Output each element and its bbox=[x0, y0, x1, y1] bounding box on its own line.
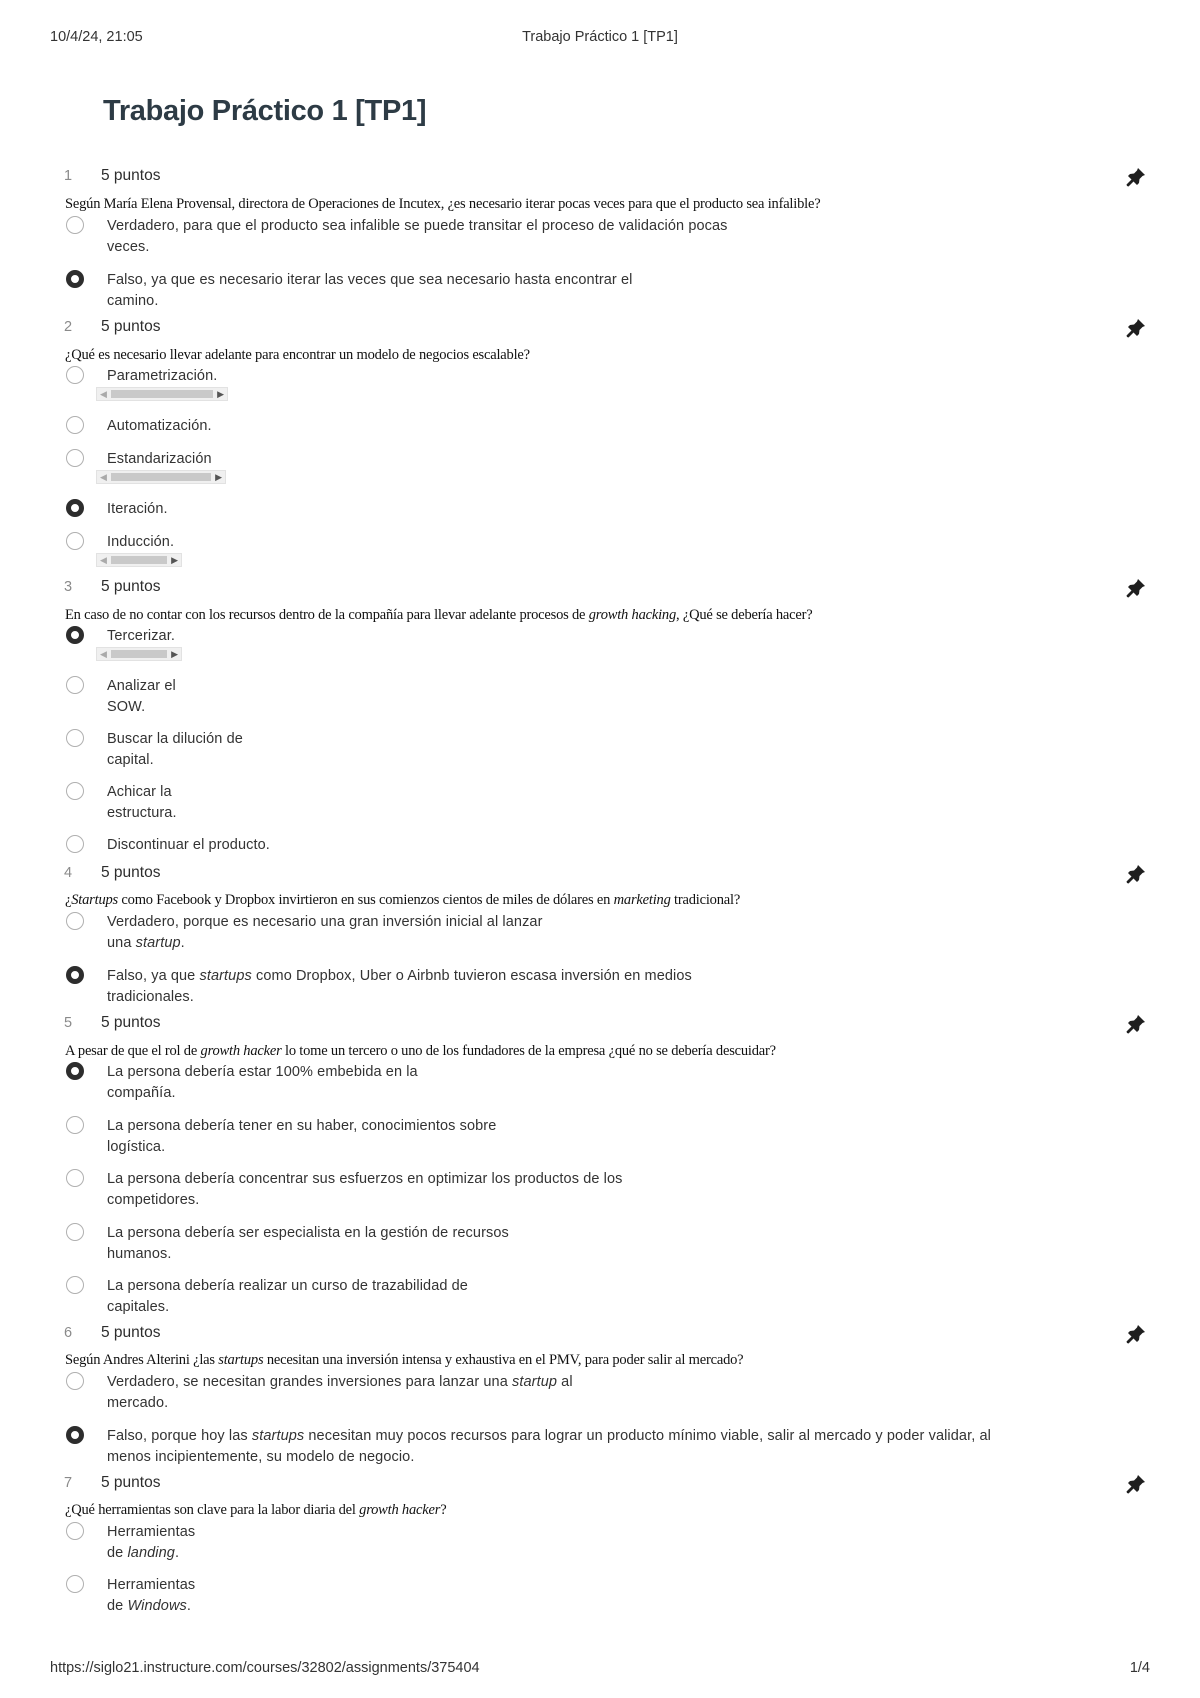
answer-label: Verdadero, para que el producto sea infalible se puede transitar el proceso de validación pocas veces. bbox=[107, 218, 728, 255]
scroll-left-icon[interactable]: ◀ bbox=[100, 649, 107, 659]
print-header bbox=[50, 29, 1150, 45]
answer-label: Falso, porque hoy las startups necesitan muy pocos recursos para lograr un producto mínimo viable, salir al mercado y poder validar, al menos incipientemente, su modelo de negocio. bbox=[107, 1428, 991, 1465]
question-points: 5 puntos bbox=[101, 318, 161, 335]
scrollbar-thumb[interactable] bbox=[111, 473, 211, 481]
pin-icon[interactable] bbox=[1124, 1012, 1148, 1036]
question-number: 7 bbox=[64, 1475, 73, 1491]
question-text: A pesar de que el rol de growth hacker lo tome un tercero o uno de los fundadores de la empresa ¿qué no se debería descuidar? bbox=[65, 1043, 776, 1059]
answer-label: Parametrización. bbox=[107, 368, 218, 384]
question-number: 3 bbox=[64, 579, 73, 595]
answer-label: Herramientas de Windows. bbox=[107, 1577, 196, 1614]
radio-button[interactable] bbox=[66, 1575, 84, 1593]
question-header bbox=[0, 864, 1200, 886]
question-text: En caso de no contar con los recursos dentro de la compañía para llevar adelante procesos de growth hacking, ¿Qué se debería hacer? bbox=[65, 607, 813, 623]
scrollbar-thumb[interactable] bbox=[111, 556, 167, 564]
answer-label: Tercerizar. bbox=[107, 628, 175, 644]
page-title: Trabajo Práctico 1 [TP1] bbox=[103, 95, 427, 127]
radio-button[interactable] bbox=[66, 366, 84, 384]
question-points: 5 puntos bbox=[101, 1014, 161, 1031]
radio-button[interactable] bbox=[66, 912, 84, 930]
answer-label: Verdadero, se necesitan grandes inversiones para lanzar una startup al mercado. bbox=[107, 1374, 573, 1411]
scroll-right-icon[interactable]: ▶ bbox=[171, 555, 178, 565]
horizontal-scrollbar[interactable] bbox=[96, 470, 226, 484]
question-text: ¿Qué herramientas son clave para la labor diaria del growth hacker? bbox=[65, 1502, 447, 1518]
horizontal-scrollbar[interactable] bbox=[96, 647, 182, 661]
answer-label: Inducción. bbox=[107, 534, 175, 550]
question-number: 4 bbox=[64, 865, 73, 881]
question-number: 2 bbox=[64, 319, 73, 335]
answer-label: Automatización. bbox=[107, 418, 212, 434]
print-footer bbox=[50, 1660, 1150, 1676]
radio-button[interactable] bbox=[66, 1372, 84, 1390]
radio-button-selected[interactable] bbox=[66, 270, 84, 288]
answer-label: Discontinuar el producto. bbox=[107, 837, 270, 853]
horizontal-scrollbar[interactable] bbox=[96, 387, 228, 401]
radio-button[interactable] bbox=[66, 1116, 84, 1134]
scrollbar-thumb[interactable] bbox=[111, 650, 167, 658]
answer-label: Iteración. bbox=[107, 501, 168, 517]
question-text: ¿Qué es necesario llevar adelante para encontrar un modelo de negocios escalable? bbox=[65, 347, 530, 363]
pin-icon[interactable] bbox=[1124, 165, 1148, 189]
scroll-right-icon[interactable]: ▶ bbox=[171, 649, 178, 659]
radio-button[interactable] bbox=[66, 1169, 84, 1187]
radio-button[interactable] bbox=[66, 449, 84, 467]
scroll-right-icon[interactable]: ▶ bbox=[215, 472, 222, 482]
question-number: 5 bbox=[64, 1015, 73, 1031]
question-header bbox=[0, 1324, 1200, 1346]
answer-label: Buscar la dilución de capital. bbox=[107, 731, 243, 768]
radio-button[interactable] bbox=[66, 532, 84, 550]
scroll-left-icon[interactable]: ◀ bbox=[100, 389, 107, 399]
print-page-title: Trabajo Práctico 1 [TP1] bbox=[522, 29, 678, 45]
question-header bbox=[0, 1474, 1200, 1496]
question-points: 5 puntos bbox=[101, 1474, 161, 1491]
answer-label: Achicar la estructura. bbox=[107, 784, 177, 821]
question-number: 6 bbox=[64, 1325, 73, 1341]
radio-button-selected[interactable] bbox=[66, 626, 84, 644]
pin-icon[interactable] bbox=[1124, 1472, 1148, 1496]
radio-button[interactable] bbox=[66, 729, 84, 747]
radio-button[interactable] bbox=[66, 416, 84, 434]
scroll-left-icon[interactable]: ◀ bbox=[100, 472, 107, 482]
question-text: ¿Startups como Facebook y Dropbox invirtieron en sus comienzos cientos de miles de dólares en marketing tradicional? bbox=[65, 892, 741, 908]
answer-label: Estandarización bbox=[107, 451, 212, 467]
radio-button-selected[interactable] bbox=[66, 1062, 84, 1080]
answer-label: Falso, ya que es necesario iterar las veces que sea necesario hasta encontrar el camino. bbox=[107, 272, 633, 309]
question-points: 5 puntos bbox=[101, 167, 161, 184]
radio-button[interactable] bbox=[66, 1522, 84, 1540]
pin-icon[interactable] bbox=[1124, 1322, 1148, 1346]
question-points: 5 puntos bbox=[101, 578, 161, 595]
question-text: Según María Elena Provensal, directora de Operaciones de Incutex, ¿es necesario iterar pocas veces para que el producto sea infalible? bbox=[65, 196, 821, 212]
page-url: https://siglo21.instructure.com/courses/32802/assignments/375404 bbox=[50, 1660, 480, 1676]
answer-label: Analizar el SOW. bbox=[107, 678, 176, 715]
pin-icon[interactable] bbox=[1124, 576, 1148, 600]
answer-label: La persona debería ser especialista en la gestión de recursos humanos. bbox=[107, 1225, 509, 1262]
question-header bbox=[0, 318, 1200, 340]
answer-label: La persona debería estar 100% embebida en la compañía. bbox=[107, 1064, 418, 1101]
pin-icon[interactable] bbox=[1124, 862, 1148, 886]
radio-button-selected[interactable] bbox=[66, 966, 84, 984]
answer-label: Falso, ya que startups como Dropbox, Uber o Airbnb tuvieron escasa inversión en medios tradicionales. bbox=[107, 968, 692, 1005]
answer-label: La persona debería concentrar sus esfuerzos en optimizar los productos de los competidores. bbox=[107, 1171, 623, 1208]
question-header bbox=[0, 578, 1200, 600]
radio-button[interactable] bbox=[66, 216, 84, 234]
answer-label: Verdadero, porque es necesario una gran inversión inicial al lanzar una startup. bbox=[107, 914, 543, 951]
answer-label: La persona debería realizar un curso de trazabilidad de capitales. bbox=[107, 1278, 468, 1315]
answer-label: La persona debería tener en su haber, conocimientos sobre logística. bbox=[107, 1118, 497, 1155]
question-header bbox=[0, 1014, 1200, 1036]
scroll-right-icon[interactable]: ▶ bbox=[217, 389, 224, 399]
scrollbar-thumb[interactable] bbox=[111, 390, 213, 398]
radio-button[interactable] bbox=[66, 835, 84, 853]
question-text: Según Andres Alterini ¿las startups necesitan una inversión intensa y exhaustiva en el PMV, para poder salir al mercado? bbox=[65, 1352, 744, 1368]
answer-label: Herramientas de landing. bbox=[107, 1524, 196, 1561]
print-datetime: 10/4/24, 21:05 bbox=[50, 29, 143, 45]
page-number: 1/4 bbox=[1129, 1660, 1150, 1676]
radio-button-selected[interactable] bbox=[66, 1426, 84, 1444]
horizontal-scrollbar[interactable] bbox=[96, 553, 182, 567]
scroll-left-icon[interactable]: ◀ bbox=[100, 555, 107, 565]
question-points: 5 puntos bbox=[101, 1324, 161, 1341]
question-number: 1 bbox=[64, 168, 73, 184]
radio-button[interactable] bbox=[66, 676, 84, 694]
radio-button[interactable] bbox=[66, 1276, 84, 1294]
radio-button-selected[interactable] bbox=[66, 499, 84, 517]
question-header bbox=[0, 167, 1200, 189]
question-points: 5 puntos bbox=[101, 864, 161, 881]
radio-button[interactable] bbox=[66, 1223, 84, 1241]
radio-button[interactable] bbox=[66, 782, 84, 800]
pin-icon[interactable] bbox=[1124, 316, 1148, 340]
